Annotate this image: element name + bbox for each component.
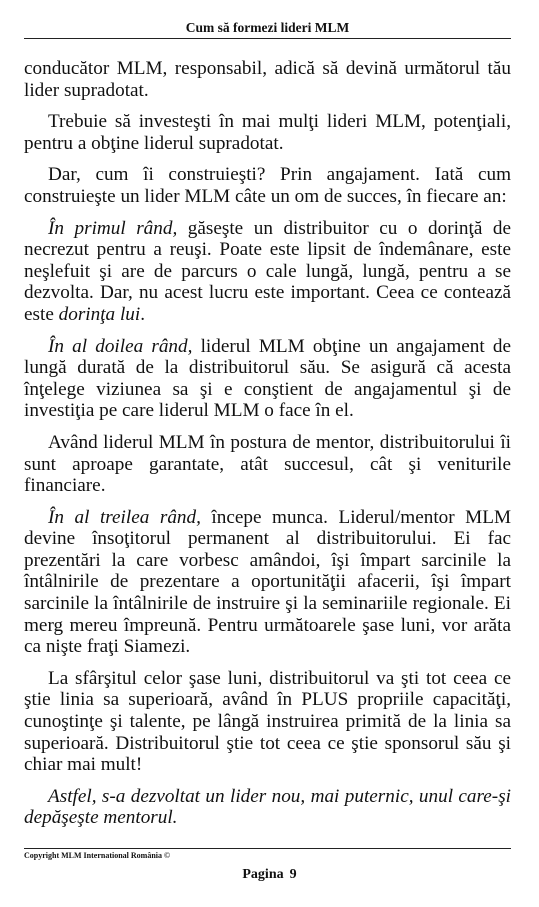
page-number — [0, 867, 539, 883]
paragraph-second-step — [24, 336, 511, 422]
paragraph-first-step — [24, 218, 511, 326]
copyright-notice: Copyright MLM International România © — [24, 851, 170, 860]
first-step-end: . — [140, 303, 145, 325]
paragraph-six-months: La sfârşitul celor şase luni, distribuitorul va şti tot ceea ce ştie linia sa superioară, având în PLUS propriile capacităţi, cunoştinţe şi talente, pe lângă instruirea primită de la linia sa superioară. Distribuitorul ştie tot ceea ce ştie sponsorul său şi chiar mai mult! — [24, 667, 511, 776]
paragraph-how-to-build: Dar, cum îi construieşti? Prin angajament. Iată cum construieşte un lider MLM câte un om de succes, în fiecare an: — [24, 164, 511, 207]
first-step-emphasis: dorinţa lui — [58, 303, 141, 325]
second-step-lead: În al doilea rând, — [48, 335, 193, 357]
paragraph-continued: conducător MLM, responsabil, adică să devină următorul tău lider supradotat. — [24, 58, 511, 101]
second-step-text: liderul MLM obţine un angajament de lungă durată de la distribuitorul său. Se asigură că acesta înţelege viziunea sa şi e conştient de angajamentul şi de investiţia pe care liderul MLM o face în el. — [24, 335, 511, 422]
paragraph-mentor: Având liderul MLM în postura de mentor, distribuitorului îi sunt aproape garantate, atât succesul, cât şi veniturile financiare. — [24, 431, 511, 497]
first-step-lead: În primul rând, — [48, 217, 178, 239]
page-number-value: 9 — [289, 867, 297, 882]
first-step-text: găseşte un distribuitor cu o dorinţă de necrezut pentru a reuşi. Poate este lipsit de îndemânare, este neşlefuit şi are de parcurs o cale lungă, lungă, pentru a se dezvolta. Dar, nu acest lucru este important. Ceea ce contează este — [24, 217, 511, 325]
page-body — [24, 58, 511, 839]
paragraph-invest-in-leaders: Trebuie să investeşti în mai mulţi lideri MLM, potenţiali, pentru a obţine liderul supradotat. — [24, 111, 511, 154]
paragraph-conclusion: Astfel, s-a dezvoltat un lider nou, mai puternic, unul care-şi depăşeşte mentorul. — [24, 785, 511, 829]
page-label: Pagina — [242, 867, 284, 882]
third-step-lead: În al treilea rând, — [48, 506, 201, 528]
footer-divider — [24, 848, 511, 849]
paragraph-third-step — [24, 507, 511, 658]
third-step-text: începe munca. Liderul/mentor MLM devine însoţitorul permanent al distribuitorului. Ei fac prezentări la care vorbesc amândoi, îşi împart sarcinile la întâlnirile de prezentare a oportunităţii afacerii, îşi împart sarcinile la întâlnirile de instruire şi la seminariile regionale. Ei merg mereu împreună. Pentru următoarele şase luni, vor arăta ca nişte fraţi Siamezi. — [24, 506, 512, 658]
running-header: Cum să formezi lideri MLM — [24, 20, 511, 39]
